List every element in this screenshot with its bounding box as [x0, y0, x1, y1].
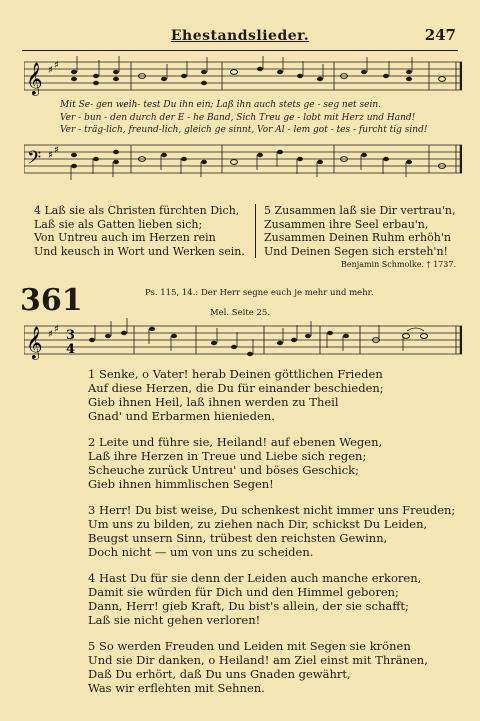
stanza-line: Laß ihre Herzen in Treue und Liebe sich regen; — [88, 449, 367, 463]
upper-music-staff — [24, 56, 462, 100]
svg-text:♯: ♯ — [54, 324, 59, 335]
verse-line: Zusammen ihre Seel erbau'n, — [264, 217, 429, 231]
prev-verse-4 — [34, 204, 245, 258]
stanza-5 — [88, 639, 428, 695]
stanza-line: Daß Du erhört, daß Du uns Gnaden gewährt, — [88, 667, 351, 681]
hymn-number: 361 — [20, 283, 83, 318]
stanza-line: Dann, Herr! gieb Kraft, Du bist's allein, der sie schafft; — [88, 599, 409, 613]
svg-text:♯: ♯ — [48, 150, 53, 161]
lower-music-staff — [24, 137, 462, 181]
verse-line: Laß sie als Gatten lieben sich; — [34, 217, 203, 231]
svg-text:𝄞: 𝄞 — [26, 326, 43, 359]
tune-lyrics — [60, 99, 460, 137]
verse-line: 5 Zusammen laß sie Dir vertrau'n, — [264, 204, 456, 217]
stanza-line: Um uns zu bilden, zu ziehen nach Dir, schickst Du Leiden, — [88, 517, 428, 531]
column-divider — [255, 204, 256, 258]
verse-line: Zusammen Deinen Ruhm erhöh'n — [264, 231, 451, 244]
stanza-4 — [88, 571, 421, 627]
author-credit: Benjamin Schmolke. † 1737. — [340, 260, 456, 269]
hymn-361-staff — [24, 318, 462, 362]
stanza-line: Was wir erflehten mit Sehnen. — [88, 681, 265, 695]
verse-line: Und Deinen Segen sich ersteh'n! — [264, 244, 448, 258]
stanza-line: Auf diese Herzen, die Du für einander beschieden; — [88, 381, 384, 395]
stanza-line: 2 Leite und führe sie, Heiland! auf ebenen Wegen, — [88, 435, 383, 449]
tune-lyrics-line-2: Ver - bun - den durch der E - he Band, Sich Treu ge - lobt mit Herz und Hand! — [60, 112, 416, 123]
stanza-line: Laß sie nicht gehen verloren! — [88, 613, 261, 627]
stanza-2 — [88, 435, 382, 491]
stanza-line: Doch nicht — um von uns zu scheiden. — [88, 545, 314, 559]
svg-text:𝄢: 𝄢 — [27, 148, 42, 173]
stanza-line: 1 Senke, o Vater! herab Deinen göttlichen Frieden — [88, 367, 383, 381]
tune-lyrics-line-3: Ver - träg-lich, freund-lich, gleich ge sinnt, Vor Al - lem got - tes - furcht tig sind! — [60, 125, 428, 135]
prev-verse-5 — [264, 204, 455, 258]
stanza-line: Und sie Dir danken, o Heiland! am Ziel einst mit Thränen, — [88, 653, 428, 667]
stanza-line: 4 Hast Du für sie denn der Leiden auch manche erkoren, — [88, 571, 422, 585]
svg-text:𝄞: 𝄞 — [26, 62, 43, 95]
stanza-line: 5 So werden Freuden und Leiden mit Segen sie krönen — [88, 639, 411, 653]
verse-line: Und keusch in Wort und Werken sein. — [34, 244, 245, 258]
header-rule — [22, 50, 458, 51]
page-header — [0, 24, 480, 46]
page-number: 247 — [424, 26, 456, 44]
stanza-1 — [88, 367, 384, 423]
stanza-line: Scheuche zurück Untreu' und böses Geschick; — [88, 463, 360, 477]
verse-line: Von Untreu auch im Herzen rein — [34, 231, 216, 244]
svg-text:♯: ♯ — [54, 145, 59, 156]
verse-line: 4 Laß sie als Christen fürchten Dich, — [34, 204, 240, 217]
svg-text:3: 3 — [66, 328, 76, 343]
svg-text:4: 4 — [66, 342, 76, 357]
stanza-line: Beugst unsern Sinn, trübest den reichsten Gewinn, — [88, 531, 388, 545]
svg-text:♯: ♯ — [48, 65, 53, 76]
stanza-line: Gieb ihnen himmlischen Segen! — [88, 477, 274, 491]
stanza-line: Gieb ihnen Heil, laß ihnen werden zu Theil — [88, 395, 339, 409]
svg-text:♯: ♯ — [48, 329, 53, 340]
stanza-line: 3 Herr! Du bist weise, Du schenkest nicht immer uns Freuden; — [88, 503, 456, 517]
svg-text:♯: ♯ — [54, 60, 59, 71]
section-title: Ehestandslieder. — [170, 28, 310, 44]
stanza-line: Gnad' und Erbarmen hienieden. — [88, 409, 275, 423]
melody-reference: Mel. Seite 25. — [209, 308, 271, 318]
stanza-3 — [88, 503, 455, 559]
scripture-reference: Ps. 115, 14.: Der Herr segne euch je mehr und mehr. — [145, 288, 374, 298]
tune-lyrics-line-1: Mit Se- gen weih- test Du ihn ein; Laß ihn auch stets ge - seg net sein. — [60, 100, 382, 110]
stanza-line: Damit sie würden für Dich und den Himmel geboren; — [88, 585, 399, 599]
